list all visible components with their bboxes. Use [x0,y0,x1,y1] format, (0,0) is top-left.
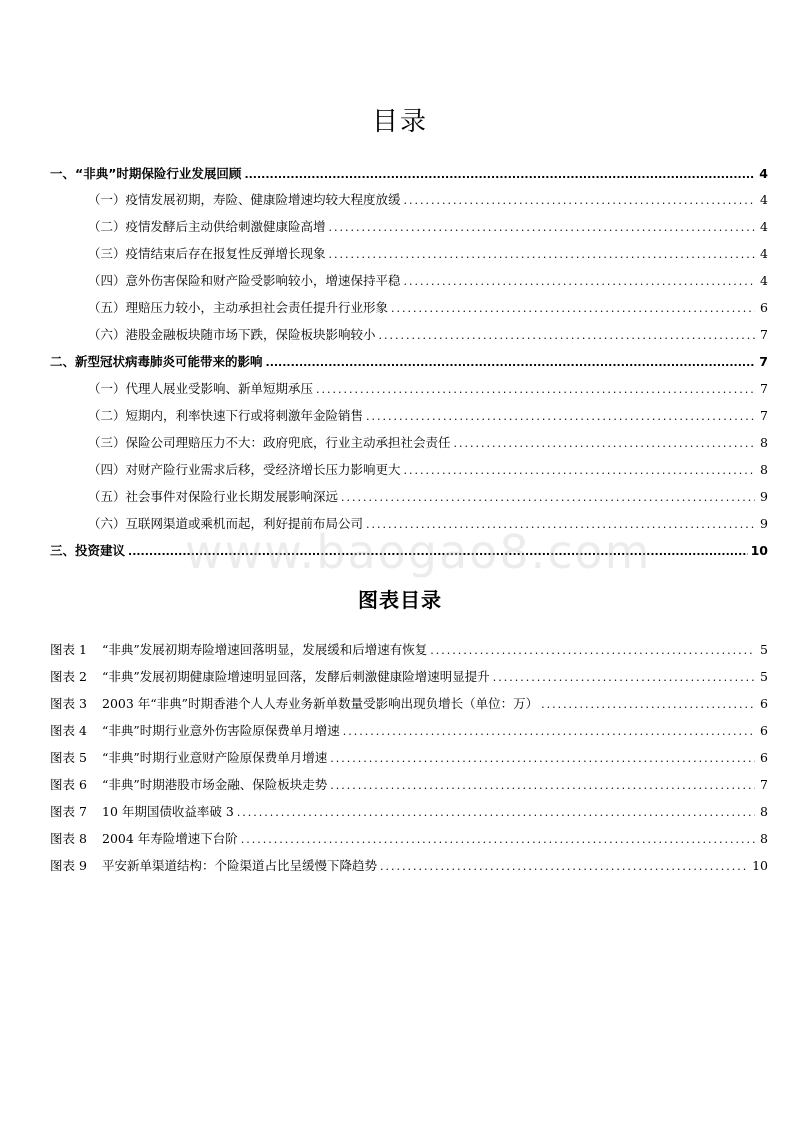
toc-entry[interactable] [88,432,768,454]
toc-entry-page: 4 [760,246,768,261]
toc-entry[interactable] [88,513,768,535]
toc-entry-page: 9 [760,516,768,531]
toc-entry[interactable] [88,243,768,265]
dot-leader [380,856,749,877]
figure-label: 2003 年“非典”时期香港个人人寿业务新单数量受影响出现负增长（单位：万） [102,696,539,711]
dot-leader [404,190,755,211]
toc-entry[interactable] [88,486,768,508]
figure-label: “非典”时期行业意财产险原保费单月增速 [102,750,328,765]
toc-entry-label: 二、新型冠状病毒肺炎可能带来的影响 [50,354,263,369]
toc-entry[interactable] [50,540,768,562]
toc-entry-label: （五）社会事件对保险行业长期发展影响深远 [88,489,339,504]
dot-leader [128,541,748,562]
toc-entry-page: 6 [760,300,768,315]
dot-leader [316,379,755,400]
dot-leader [541,694,755,715]
dot-leader [366,406,755,427]
dot-leader [241,829,755,850]
toc-entry-page: 4 [760,192,768,207]
toc-entry-page: 8 [760,462,768,477]
figure-entry[interactable] [50,828,768,850]
figure-page: 7 [760,777,768,792]
toc-entry-page: 7 [760,408,768,423]
toc-entry-label: （六）港股金融板块随市场下跌，保险板块影响较小 [88,327,376,342]
figure-label: 2004 年寿险增速下台阶 [102,831,238,846]
dot-leader [341,487,755,508]
figure-number: 图表 8 [50,831,87,846]
figure-entry[interactable] [50,855,768,877]
figure-number: 图表 6 [50,777,87,792]
toc-entry-label: （四）对财产险行业需求后移，受经济增长压力影响更大 [88,462,401,477]
dot-leader [391,298,755,319]
figure-entry[interactable] [50,639,768,661]
dot-leader [329,244,755,265]
figure-entry[interactable] [50,666,768,688]
figure-page: 6 [760,750,768,765]
toc-entry[interactable] [50,351,768,373]
toc-entry-page: 7 [760,327,768,342]
figure-number: 图表 1 [50,642,87,657]
toc-entry-page: 7 [760,381,768,396]
toc-entry-label: （五）理赔压力较小，主动承担社会责任提升行业形象 [88,300,389,315]
toc-entry-label: （四）意外伤害保险和财产险受影响较小，增速保持平稳 [88,273,401,288]
dot-leader [454,433,755,454]
dot-leader [266,352,755,373]
figures-title: 图表目录 [358,588,442,612]
dot-leader [329,217,755,238]
dot-leader [493,667,755,688]
figure-entry[interactable] [50,747,768,769]
watermark: www.baogao8.com [185,525,652,579]
figure-number: 图表 5 [50,750,87,765]
figure-page: 8 [760,831,768,846]
figure-entry[interactable] [50,720,768,742]
figure-page: 5 [760,642,768,657]
toc-entry[interactable] [88,216,768,238]
figure-number: 图表 4 [50,723,87,738]
figure-label: “非典”发展初期健康险增速明显回落，发酵后刺激健康险增速明显提升 [102,669,490,684]
toc-entry-label: （二）疫情发酵后主动供给刺激健康险高增 [88,219,326,234]
figure-page: 10 [752,858,768,873]
toc-entry[interactable] [88,270,768,292]
dot-leader [404,460,755,481]
toc-entry[interactable] [88,324,768,346]
toc-entry[interactable] [88,378,768,400]
toc-entry-page: 8 [760,435,768,450]
toc-entry-page: 7 [759,354,768,369]
toc-entry[interactable] [50,163,768,185]
figure-label: “非典”发展初期寿险增速回落明显，发展缓和后增速有恢复 [102,642,428,657]
dot-leader [366,514,755,535]
figure-label: “非典”时期行业意外伤害险原保费单月增速 [102,723,340,738]
figure-number: 图表 7 [50,804,87,819]
figure-number: 图表 3 [50,696,87,711]
toc-entry-label: （三）保险公司理赔压力不大：政府兜底，行业主动承担社会责任 [88,435,451,450]
figure-label: 平安新单渠道结构：个险渠道占比呈缓慢下降趋势 [102,858,378,873]
toc-entry-page: 4 [760,219,768,234]
toc-entry-label: （六）互联网渠道或乘机而起，利好提前布局公司 [88,516,364,531]
dot-leader [330,748,755,769]
toc-entry-label: （一）疫情发展初期，寿险、健康险增速均较大程度放缓 [88,192,401,207]
figure-entry[interactable] [50,774,768,796]
dot-leader [244,164,755,185]
dot-leader [379,325,755,346]
dot-leader [404,271,755,292]
toc-entry-label: （二）短期内，利率快速下行或将刺激年金险销售 [88,408,364,423]
toc-title: 目录 [371,107,428,137]
figure-label: 10 年期国债收益率破 3 [102,804,234,819]
toc-entry-page: 4 [759,166,768,181]
figure-label: “非典”时期港股市场金融、保险板块走势 [102,777,328,792]
toc-entry[interactable] [88,459,768,481]
figure-number: 图表 2 [50,669,87,684]
figure-page: 5 [760,669,768,684]
toc-entry[interactable] [88,405,768,427]
toc-entry[interactable] [88,189,768,211]
toc-entry-label: 一、“非典”时期保险行业发展回顾 [50,166,242,181]
toc-entry-label: （一）代理人展业受影响、新单短期承压 [88,381,314,396]
toc-entry-page: 4 [760,273,768,288]
toc-entry-page: 10 [750,543,768,558]
figure-page: 6 [760,696,768,711]
figure-entry[interactable] [50,693,768,715]
figure-number: 图表 9 [50,858,87,873]
dot-leader [430,640,755,661]
dot-leader [237,802,755,823]
figure-entry[interactable] [50,801,768,823]
toc-entry[interactable] [88,297,768,319]
toc-entry-label: 三、投资建议 [50,543,126,558]
dot-leader [330,775,755,796]
dot-leader [343,721,755,742]
figure-page: 6 [760,723,768,738]
figure-page: 8 [760,804,768,819]
toc-entry-label: （三）疫情结束后存在报复性反弹增长现象 [88,246,326,261]
toc-entry-page: 9 [760,489,768,504]
